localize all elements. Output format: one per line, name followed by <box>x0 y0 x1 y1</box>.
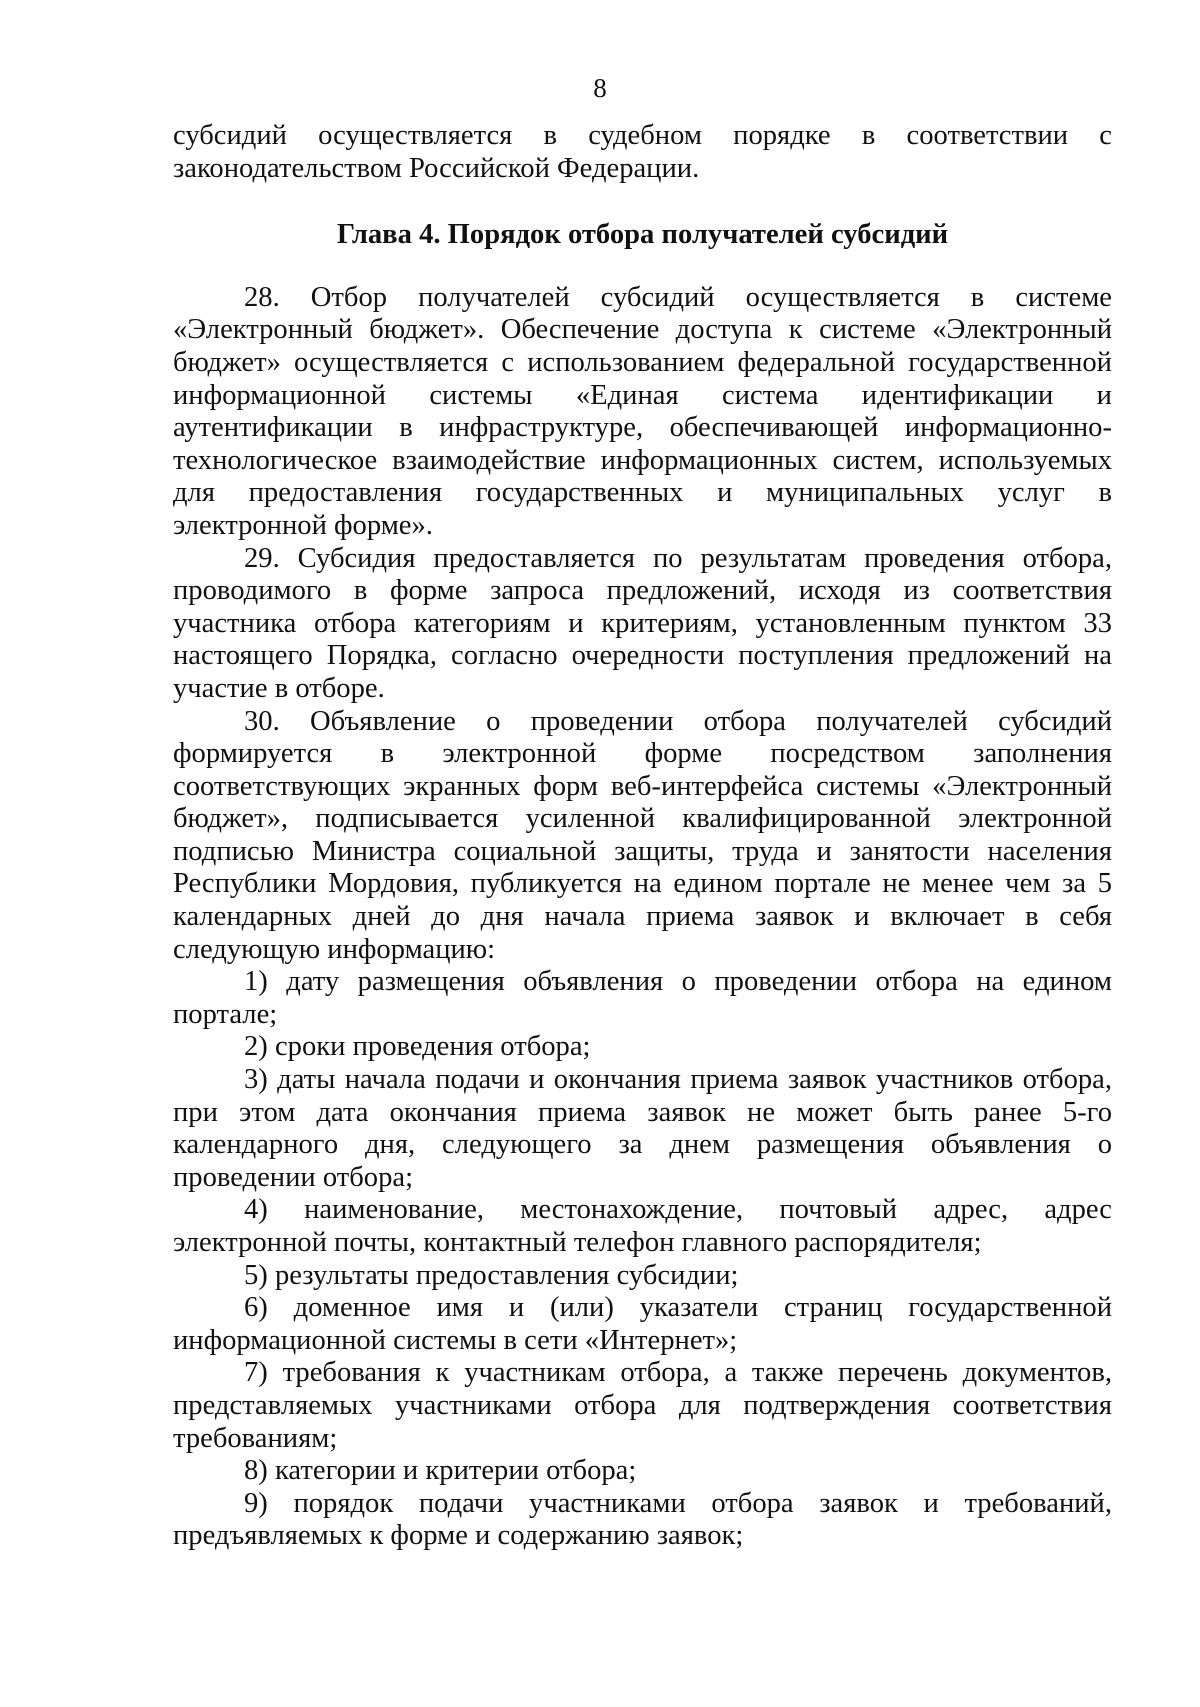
list-item-8: 8) категории и критерии отбора; <box>244 1455 637 1487</box>
list-item-5: 5) результаты предоставления субсидии; <box>244 1259 739 1291</box>
paragraph-28: 28. Отбор получателей субсидий осуществляется в системе «Электронный бюджет». Обеспечение доступа к системе «Электронный бюджет» осуществляется с использованием федеральной государственной информационной системы «Единая система идентификации и аутентификации в инфраструктуре, обеспечивающей информационно-технологическое взаимодействие информационных систем, используемых для предоставления государственных и муниципальных услуг в электронной форме». <box>173 281 1112 541</box>
list-item-3: 3) даты начала подачи и окончания приема заявок участников отбора, при этом дата окончания приема заявок не может быть ранее 5-го календарного дня, следующего за днем размещения объявления о проведении отбора; <box>173 1064 1112 1193</box>
list-item-1: 1) дату размещения объявления о проведении отбора на едином портале; <box>173 966 1112 1030</box>
page-number: 8 <box>593 73 607 103</box>
list-item-2: 2) сроки проведения отбора; <box>244 1031 591 1063</box>
paragraph-30: 30. Объявление о проведении отбора получателей субсидий формируется в электронной форме посредством заполнения соответствующих экранных форм веб-интерфейса системы «Электронный бюджет», подписывается усиленной квалифицированной электронной подписью Министра социальной защиты, труда и занятости населения Республики Мордовия, публикуется на едином портале не менее чем за 5 календарных дней до дня начала приема заявок и включает в себя следующую информацию: <box>173 705 1112 965</box>
list-item-7: 7) требования к участникам отбора, а также перечень документов, представляемых участниками отбора для подтверждения соответствия требованиям; <box>173 1357 1112 1454</box>
paragraph-continuation: субсидий осуществляется в судебном порядке в соответствии с законодательством Российской Федерации. <box>173 120 1112 184</box>
list-item-9: 9) порядок подачи участниками отбора заявок и требований, предъявляемых к форме и содержанию заявок; <box>173 1487 1112 1552</box>
list-item-6: 6) доменное имя и (или) указатели страниц государственной информационной системы в сети «Интернет»; <box>173 1292 1112 1356</box>
chapter-heading: Глава 4. Порядок отбора получателей субсидий <box>336 219 949 251</box>
document-body <box>173 120 1112 1553</box>
paragraph-29: 29. Субсидия предоставляется по результатам проведения отбора, проводимого в форме запроса предложений, исходя из соответствия участника отбора категориям и критериям, установленным пунктом 33 настоящего Порядка, согласно очередности поступления предложений на участие в отборе. <box>173 542 1112 704</box>
list-item-4: 4) наименование, местонахождение, почтовый адрес, адрес электронной почты, контактный телефон главного распорядителя; <box>173 1194 1112 1258</box>
